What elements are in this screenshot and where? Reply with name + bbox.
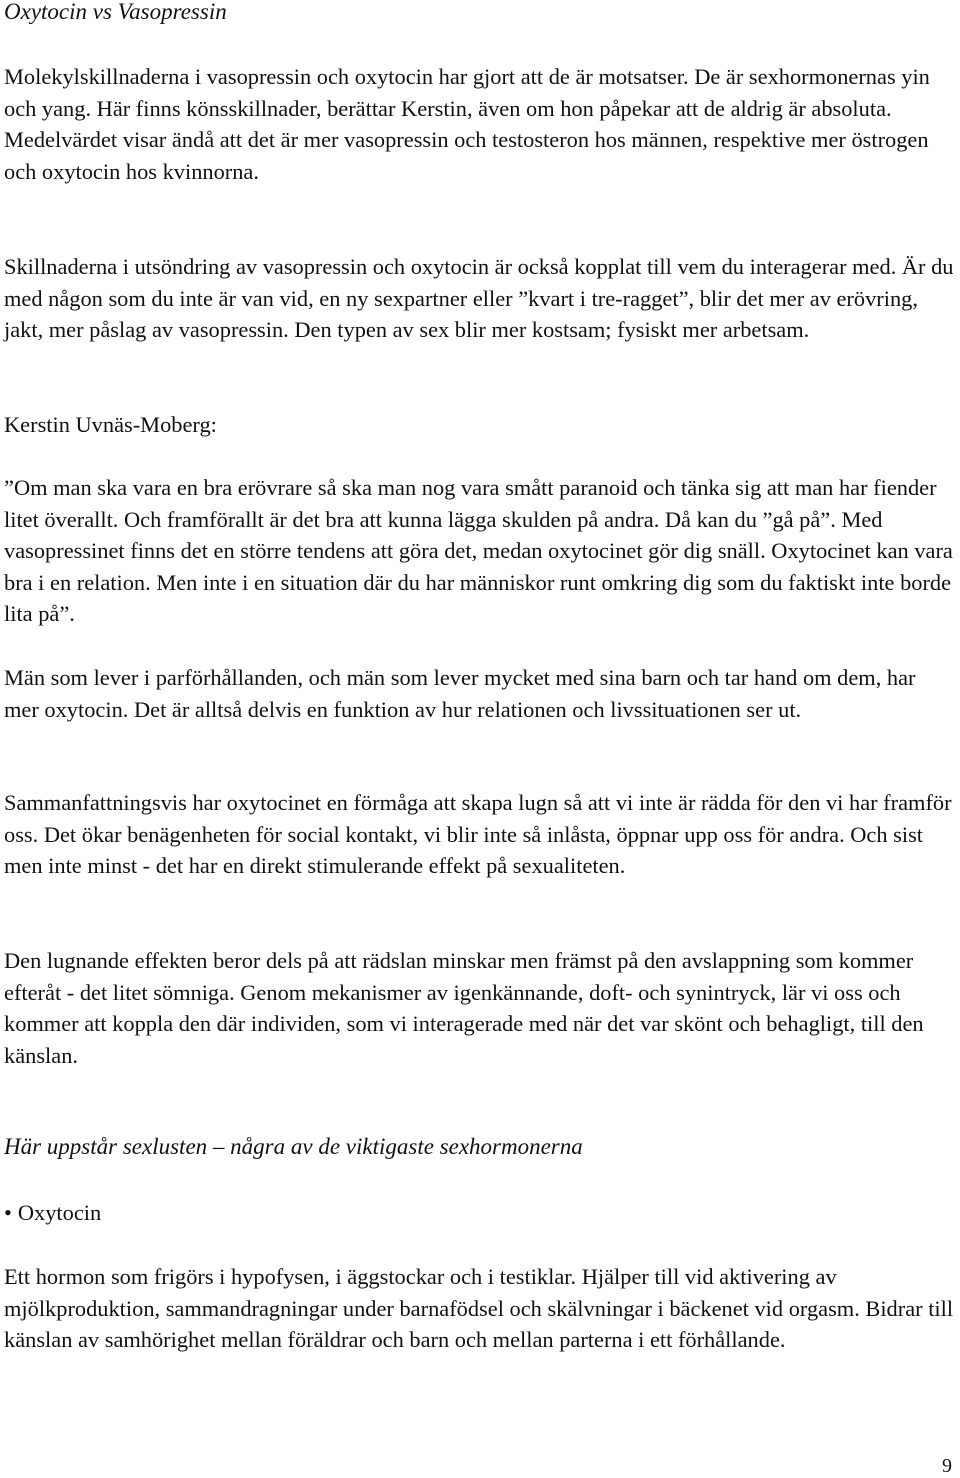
paragraph-calming-effect: Den lugnande effekten beror dels på att rädslan minskar men främst på den avslappning som kommer efteråt - det litet sömniga. Genom mekanismer av igenkännande, doft- och synintryck, lär vi oss och kommer att koppla den där individen, som vi interagerade med när det var skönt och behagligt, till den känslan. <box>4 948 924 1068</box>
paragraph-molecular-differences: Molekylskillnaderna i vasopressin och oxytocin har gjort att de är motsatser. De är sexhormonernas yin och yang. Här finns könsskillnader, berättar Kerstin, även om hon påpekar att de aldrig är absoluta. Medelvärdet visar ändå att det är mer vasopressin och testosteron hos männen, respektive mer östrogen och oxytocin hos kvinnorna. <box>4 64 930 184</box>
bullet-mark: • <box>4 1200 12 1225</box>
bullet-item-oxytocin <box>4 1197 101 1229</box>
page-number: 9 <box>942 1455 952 1477</box>
paragraph-secretion-differences: Skillnaderna i utsöndring av vasopressin och oxytocin är också kopplat till vem du interagerar med. Är du med någon som du inte är van vid, en ny sexpartner eller ”kvart i tre-ragget”, blir det mer av erövring, jakt, mer påslag av vasopressin. Den typen av sex blir mer kostsam; fysiskt mer arbetsam. <box>4 254 954 343</box>
paragraph-quote-attribution: Kerstin Uvnäs-Moberg: <box>4 412 217 437</box>
section-heading-sex-hormones: Här uppstår sexlusten – några av de viktigaste sexhormonerna <box>4 1134 583 1159</box>
paragraph-oxytocin-description: Ett hormon som frigörs i hypofysen, i äggstockar och i testiklar. Hjälper till vid aktivering av mjölkproduktion, sammandragningar under barnafödsel och skälvningar i bäckenet vid orgasm. Bidrar till känslan av samhörighet mellan föräldrar och barn och mellan parterna i ett förhållande. <box>4 1264 954 1353</box>
section-heading-oxytocin-vs-vasopressin: Oxytocin vs Vasopressin <box>4 0 227 24</box>
bullet-label: Oxytocin <box>17 1200 102 1225</box>
paragraph-summary: Sammanfattningsvis har oxytocinet en förmåga att skapa lugn så att vi inte är rädda för den vi har framför oss. Det ökar benägenheten för social kontakt, vi blir inte så inlåsta, öppnar upp oss för andra. Och sist men inte minst - det har en direkt stimulerande effekt på sexualiteten. <box>4 790 952 879</box>
paragraph-men-in-relationships: Män som lever i parförhållanden, och män som lever mycket med sina barn och tar hand om dem, har mer oxytocin. Det är alltså delvis en funktion av hur relationen och livssituationen ser ut. <box>4 665 916 722</box>
paragraph-quote: ”Om man ska vara en bra erövrare så ska man nog vara smått paranoid och tänka sig att man har fiender litet överallt. Och framförallt är det bra att kunna lägga skulden på andra. Då kan du ”gå på”. Med vasopressinet finns det en större tendens att göra det, medan oxytocinet gör dig snäll. Oxytocinet kan vara bra i en relation. Men inte i en situation där du har människor runt omkring dig som du faktiskt inte borde lita på”. <box>4 475 953 627</box>
